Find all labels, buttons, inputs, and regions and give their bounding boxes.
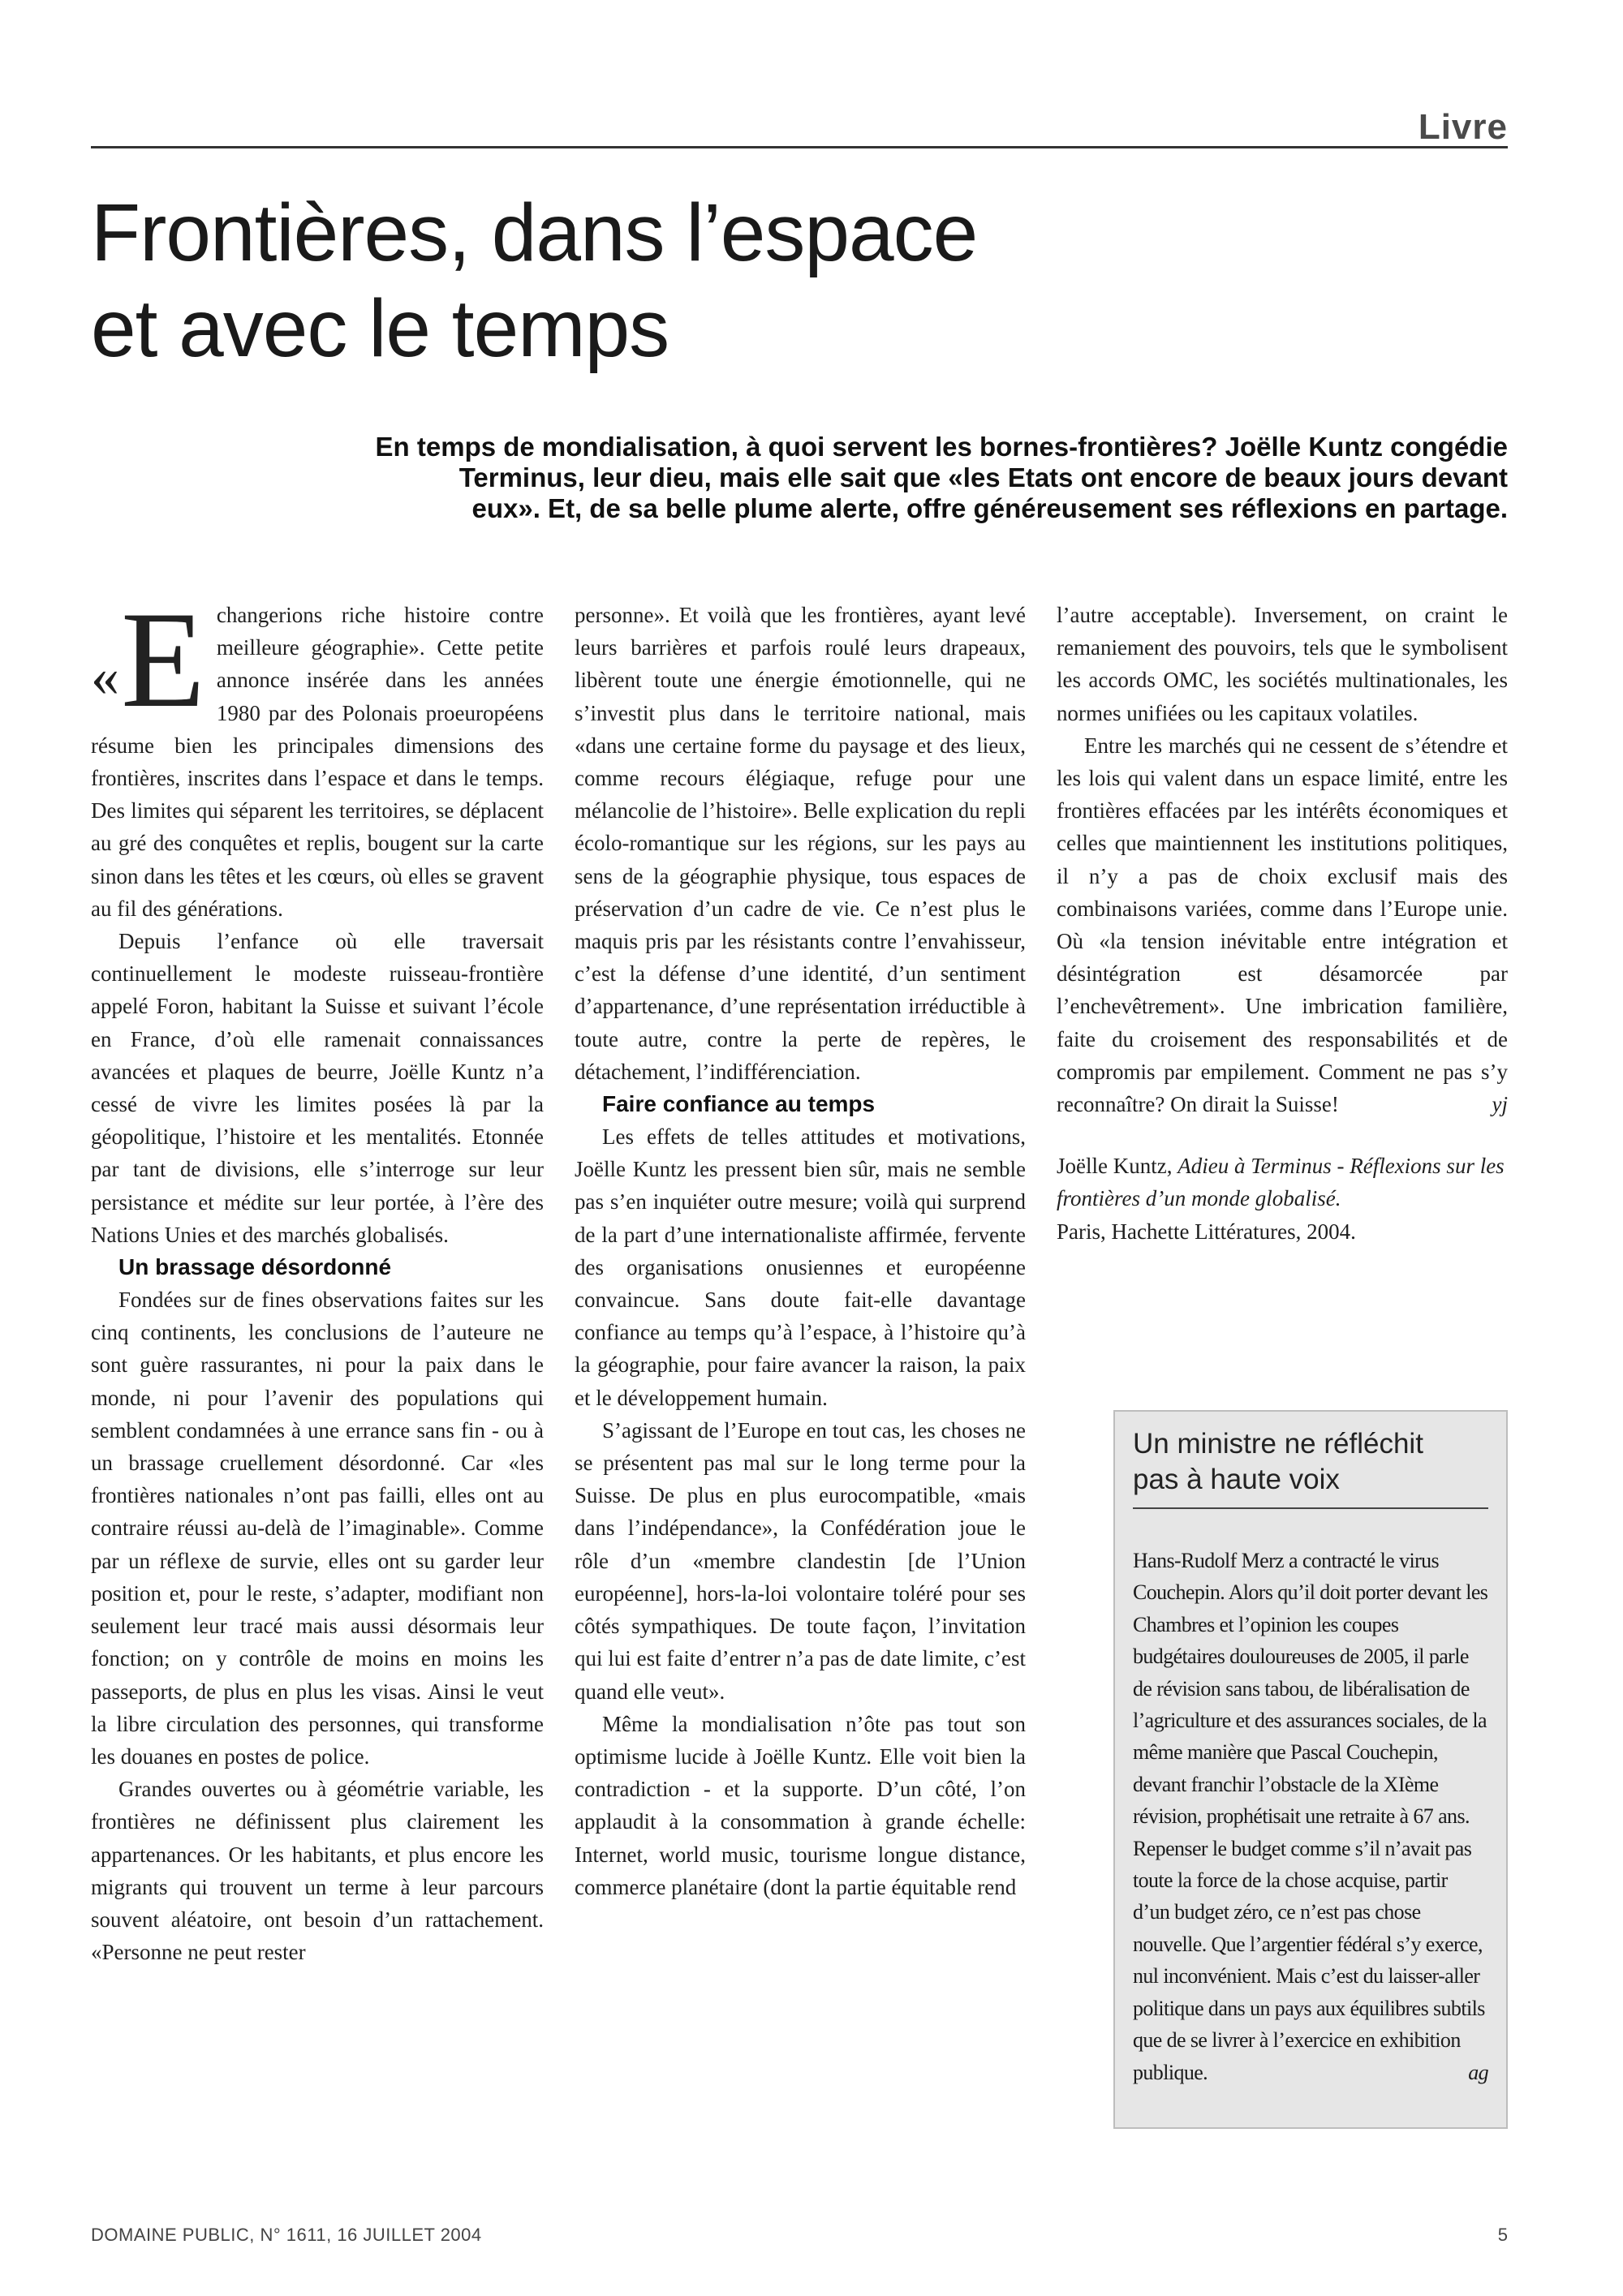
headline-line-2: et avec le temps [91,283,669,374]
drop-cap: E [121,583,205,736]
lede-line-1: En temps de mondialisation, à quoi servent les bornes-frontières? Joëlle Kuntz congédie [375,432,1508,462]
article-paragraph-6: Les effets de telles attitudes et motivations, Joëlle Kuntz les pressent bien sûr, mais ne semble pas s’en inquiéter outre mesure; voilà qui surprend de la part d’une internationaliste affirmée, fervente des organisations onusiennes et européenne convaincue. Sans doute fait-elle davantage confiance au temps qu’à l’espace, à l’histoire qu’à la géographie, pour faire avancer la raison, la paix et le développement humain. [575,1124,1026,1410]
article-paragraph-7: S’agissant de l’Europe en tout cas, les choses ne se présentent pas mal sur le long terme pour la Suisse. De plus en plus eurocompatible, «mais dans l’indépendance», la Confédération joue le rôle d’un «membre clandestin [de l’Union européenne], hors-la-loi volontaire toléré pour ses côtés sympathiques. De toute façon, l’invitation qui lui est faite d’entrer n’a pas de date limite, c’est quand elle veut». [575,1417,1026,1704]
reference-title: Adieu à Terminus - Réflexions sur les frontières d’un monde globalisé. [1057,1154,1505,1211]
sidebar-title-line-1: Un ministre ne réfléchit [1133,1428,1423,1460]
subheading-brassage: Un brassage désordonné [118,1254,392,1280]
reference-author: Joëlle Kuntz, [1057,1154,1178,1179]
reference-publisher: Paris, Hachette Littératures, 2004. [1057,1219,1356,1244]
footer-publication: DOMAINE PUBLIC, N° 1611, 16 JUILLET 2004 [91,2225,482,2245]
article-paragraph-2: Depuis l’enfance où elle traversait continuellement le modeste ruisseau-frontière appelé Foron, habitant la Suisse et suivant l’école en France, d’où elle ramenait connaissances avancées et plaques de beurre, Joëlle Kuntz n’a cessé de vivre les limites posées là par la géopolitique, l’histoire et les mentalités. Etonnée par tant de divisions, elle s’interroge sur leur persistance et médite sur leur portée, à l’ère des Nations Unies et des marchés globalisés. [91,929,544,1247]
opening-quote: « [91,646,119,708]
book-reference [1057,1150,1508,1248]
article-paragraph-3: Fondées sur de fines observations faites sur les cinq continents, les conclusions de l’auteure ne sont guère rassurantes, ni pour la paix dans le monde, ni pour l’avenir des populations qui semblent condamnées à une errance sans fin - ou à un brassage cruellement désordonné. Car «les frontières nationales n’ont pas failli, elles ont au contraire réussi au-delà de l’imaginable». Comme par un réflexe de survie, elles ont su garder leur position et, pour le reste, s’adapter, modifiant non seulement leur tracé mais aussi désormais leur fonction; on y contrôle de moins en moins les passeports, de plus en plus les visas. Ainsi le veut la libre circulation des personnes, qui transforme les douanes en postes de police. [91,1288,544,1769]
article-paragraph-5: personne». Et voilà que les frontières, ayant levé leurs barrières et parfois roulé leurs drapeaux, libèrent toute une énergie émotionnelle, qui ne s’investit plus dans le territoire national, mais «dans une certaine forme du paysage et des lieux, comme recours élégiaque, refuge pour une mélancolie de l’histoire». Belle explication du repli écolo-romantique sur les régions, sur les pays au sens de la géographie physique, tous espaces de préservation d’un cadre de vie. Ce n’est plus le maquis pris par les résistants contre l’envahisseur, c’est la défense d’une identité, d’un sentiment d’appartenance, d’une représentation irréductible à toute autre, contre la perte de repères, le détachement, l’indifférenciation. [575,603,1026,1084]
lede-line-2: Terminus, leur dieu, mais elle sait que «les Etats ont encore de beaux jours devant [458,462,1508,492]
lede [91,432,1508,524]
article-column-2 [575,599,1026,1903]
article-paragraph-1 [91,583,544,925]
headline-line-1: Frontières, dans l’espace [91,187,978,278]
sidebar-body [1133,1545,1488,2088]
article-paragraph-8: Même la mondialisation n’ôte pas tout son optimisme lucide à Joëlle Kuntz. Elle voit bien la contradiction - et la supporte. D’un côté, l’on applaudit à la consommation à grande échelle: Internet, world music, tourisme longue distance, commerce planétaire (dont la partie équitable rend [575,1711,1026,1899]
article-paragraph-10 [1057,729,1508,1120]
sidebar-initials: ag [1468,2060,1488,2084]
section-label: Livre [1418,107,1508,147]
article-paragraph-4: Grandes ouvertes ou à géométrie variable, les frontières ne définissent plus clairement les appartenances. Or les habitants, et plus encore les migrants qui trouvent un terme à leur parcours souvent aléatoire, ont besoin d’un rattachement. «Personne ne peut rester [91,1777,544,1965]
article-paragraph-9: l’autre acceptable). Inversement, on craint le remaniement des pouvoirs, tels que le symbolisent les accords OMC, les sociétés multinationales, les normes unifiées ou les capitaux volatiles. [1057,603,1508,725]
sidebar-title-line-2: pas à haute voix [1133,1464,1340,1495]
author-initials: yj [1492,1092,1508,1117]
headline [91,185,1389,376]
paragraph-text: Entre les marchés qui ne cessent de s’étendre et les lois qui valent dans un espace limité, entre les frontières effacées par les intérêts économiques et celles que maintiennent les institutions politiques, il n’y a pas de choix exclusif mais des combinaisons variées, comme dans l’Europe unie. Où «la tension inévitable entre intégration et désintégration est désamorcée par l’enchevêtrement». Une imbrication familière, faite du croisement des responsabilités et de compromis par empilement. Comment ne pas s’y reconnaître? On dirait la Suisse! [1057,733,1508,1117]
lede-line-3: eux». Et, de sa belle plume alerte, offre généreusement ses réflexions en partage. [471,493,1508,523]
article-column-3 [1057,599,1508,1248]
sidebar-text: Hans-Rudolf Merz a contracté le virus Couchepin. Alors qu’il doit porter devant les Chambres et l’opinion les coupes budgétaires douloureuses de 2005, il parle de révision sans tabou, de libéralisation de l’agriculture et des assurances sociales, de la même manière que Pascal Couchepin, devant franchir l’obstacle de la XIème révision, prophétisait une retraite à 67 ans. Repenser le budget comme s’il n’avait pas toute la force de la chose acquise, partir d’un budget zéro, ce n’est pas chose nouvelle. Que l’argentier fédéral s’y exerce, nul inconvénient. Mais c’est du laisser-aller politique dans un pays aux équilibres subtils que de se livrer à l’exercice en exhibition publique. [1133,1549,1488,2084]
paragraph-text: changerions riche histoire contre meilleure géographie». Cette petite annonce insérée dans les années 1980 par des Polonais proeuropéens résume bien les principales dimensions des frontières, inscrites dans l’espace et dans le temps. Des limites qui séparent les territoires, se déplacent au gré des conquêtes et replis, bougent sur la carte sinon dans les têtes et les cœurs, où elles se gravent au fil des générations. [91,603,544,921]
sidebar-box [1113,1410,1508,2129]
subheading-confiance: Faire confiance au temps [602,1091,876,1117]
sidebar-title [1133,1426,1488,1509]
article-column-1 [91,583,544,1968]
page-number: 5 [1497,2225,1508,2245]
header-rule [91,146,1508,148]
